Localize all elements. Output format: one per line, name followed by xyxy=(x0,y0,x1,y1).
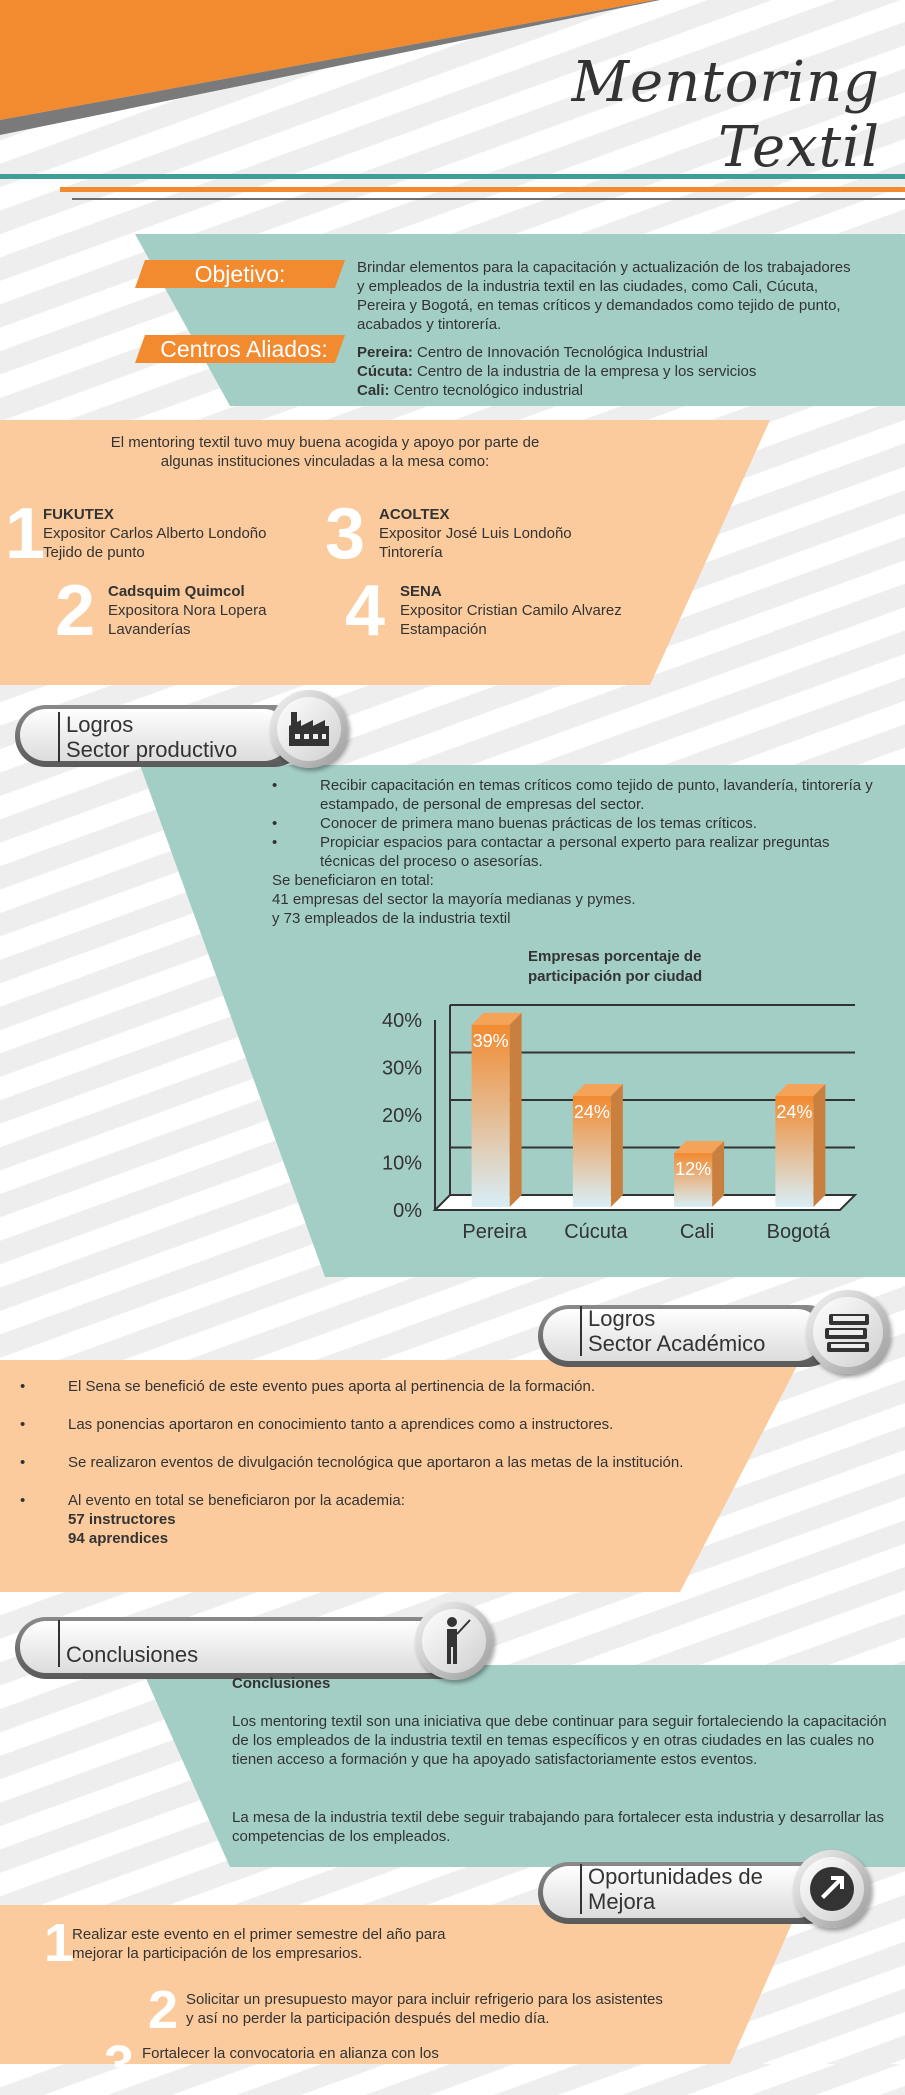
allies-label: Centros Aliados: xyxy=(160,336,328,362)
heading-line: Sector Académico xyxy=(588,1331,766,1356)
improvement-number: 1 xyxy=(44,1913,75,1973)
heading-line: Oportunidades de xyxy=(588,1864,763,1889)
productive-bullets xyxy=(272,776,882,928)
books-icon xyxy=(823,1308,873,1356)
conclusions-paragraph: La mesa de la industria textil debe seguir trabajando para fortalecer esta industria y desarrollar las competencias de los empleados. xyxy=(232,1809,885,1845)
page-title: Mentoring Textil xyxy=(571,50,880,180)
arrow-icon xyxy=(807,1864,857,1914)
x-tick-label: Cali xyxy=(679,1221,715,1243)
conclusions-subtitle: Conclusiones xyxy=(232,1675,331,1692)
x-tick-label: Bogotá xyxy=(766,1221,831,1243)
summary-line: y 73 empleados de la industria textil xyxy=(272,910,511,927)
x-tick-label: Pereira xyxy=(462,1221,527,1243)
bar-value-label: 24% xyxy=(573,1102,610,1122)
participation-chart xyxy=(370,995,870,1265)
support-item: ACOLTEX Expositor José Luis Londoño Tintorería xyxy=(379,506,572,561)
chart-title: Empresas porcentaje de participación por ciudad xyxy=(528,948,703,985)
bar-value-label: 39% xyxy=(472,1030,509,1051)
support-item: SENA Expositor Cristian Camilo Alvarez Estampación xyxy=(400,583,622,638)
support-number: 2 xyxy=(55,571,96,651)
list-item: • Al evento en total se beneficiaron por la academia: 57 instructores 94 aprendices xyxy=(20,1491,700,1548)
heading-line: Logros xyxy=(66,712,134,737)
objective-label: Objetivo: xyxy=(194,261,286,287)
support-intro: El mentoring textil tuvo muy buena acogida y apoyo por parte de algunas instituciones vinculadas a la mesa como: xyxy=(110,434,540,470)
support-item: Cadsquim Quimcol Expositora Nora Lopera Lavanderías xyxy=(108,583,267,638)
heading-line: Mejora xyxy=(588,1889,656,1914)
list-item: • Propiciar espacios para contactar a personal experto para realizar preguntas técnicas del proceso o asesorías. xyxy=(272,833,882,871)
bar-value-label: 12% xyxy=(675,1159,712,1179)
y-tick-label: 0% xyxy=(393,1200,422,1222)
improvement-item: Fortalecer la convocatoria en alianza con los xyxy=(142,2045,439,2062)
factory-icon xyxy=(287,710,331,748)
presenter-icon xyxy=(436,1616,472,1666)
support-number: 4 xyxy=(345,571,386,651)
y-tick-label: 30% xyxy=(381,1057,422,1080)
academic-stat: 57 instructores xyxy=(68,1511,176,1528)
ally-item: Cali: Centro tecnológico industrial xyxy=(357,382,583,399)
academic-bullets xyxy=(20,1377,700,1548)
improvement-number: 3 xyxy=(104,2035,135,2095)
list-item: • Se realizaron eventos de divulgación tecnológica que aportaron a las metas de la institución. xyxy=(20,1453,700,1472)
academic-stat: 94 aprendices xyxy=(68,1530,169,1547)
ally-item: Pereira: Centro de Innovación Tecnológica Industrial xyxy=(357,344,708,361)
heading-line: Conclusiones xyxy=(66,1642,199,1667)
improvement-item: Solicitar un presupuesto mayor para incluir refrigerio para los asistentes y así no perder la participación después del medio día. xyxy=(186,1991,663,2027)
summary-line: 41 empresas del sector la mayoría medianas y pymes. xyxy=(272,891,636,908)
support-item: FUKUTEX Expositor Carlos Alberto Londoño Tejido de punto xyxy=(43,506,267,561)
heading-line: Logros xyxy=(588,1306,656,1331)
improvement-item: Realizar este evento en el primer semestre del año para mejorar la participación de los empresarios. xyxy=(72,1926,446,1962)
y-tick-label: 10% xyxy=(381,1152,422,1175)
objective-text: Brindar elementos para la capacitación y actualización de los trabajadores y empleados de la industria textil en las ciudades, como Cali, Cúcuta, Pereira y Bogotá, en temas críticos y demandados como tejido de punto, acabados y tintorería. xyxy=(357,259,851,333)
summary-line: Se beneficiaron en total: xyxy=(272,872,434,889)
heading-line: Sector productivo xyxy=(66,737,238,762)
support-number: 1 xyxy=(5,494,46,574)
list-item: • El Sena se benefició de este evento pues aporta al pertinencia de la formación. xyxy=(20,1377,700,1396)
list-item: • Las ponencias aportaron en conocimiento tanto a aprendices como a instructores. xyxy=(20,1415,700,1434)
list-item: • Conocer de primera mano buenas prácticas de los temas críticos. xyxy=(272,814,882,833)
bar-side xyxy=(813,1084,825,1207)
conclusions-paragraph: Los mentoring textil son una iniciativa que debe continuar para seguir fortaleciendo la capacitación de los empleados de la industria textil en temas específicos y en otras ciudades en las cuales no tienen acceso a formación y que ha apoyado satisfactoriamente estos eventos. xyxy=(232,1713,887,1768)
allies-list xyxy=(357,343,877,400)
y-tick-label: 20% xyxy=(381,1105,422,1127)
x-tick-label: Cúcuta xyxy=(564,1221,628,1243)
support-number: 3 xyxy=(325,494,366,574)
ally-item: Cúcuta: Centro de la industria de la empresa y los servicios xyxy=(357,363,757,380)
bar-side xyxy=(510,1013,522,1207)
bar-side xyxy=(611,1084,623,1207)
list-item: • Recibir capacitación en temas críticos como tejido de punto, lavandería, tintorería y estampado, de personal de empresas del sector. xyxy=(272,776,882,814)
improvement-number: 2 xyxy=(148,1980,179,2040)
y-tick-label: 40% xyxy=(381,1010,422,1032)
bar xyxy=(472,1025,510,1207)
bar-value-label: 24% xyxy=(776,1102,813,1122)
